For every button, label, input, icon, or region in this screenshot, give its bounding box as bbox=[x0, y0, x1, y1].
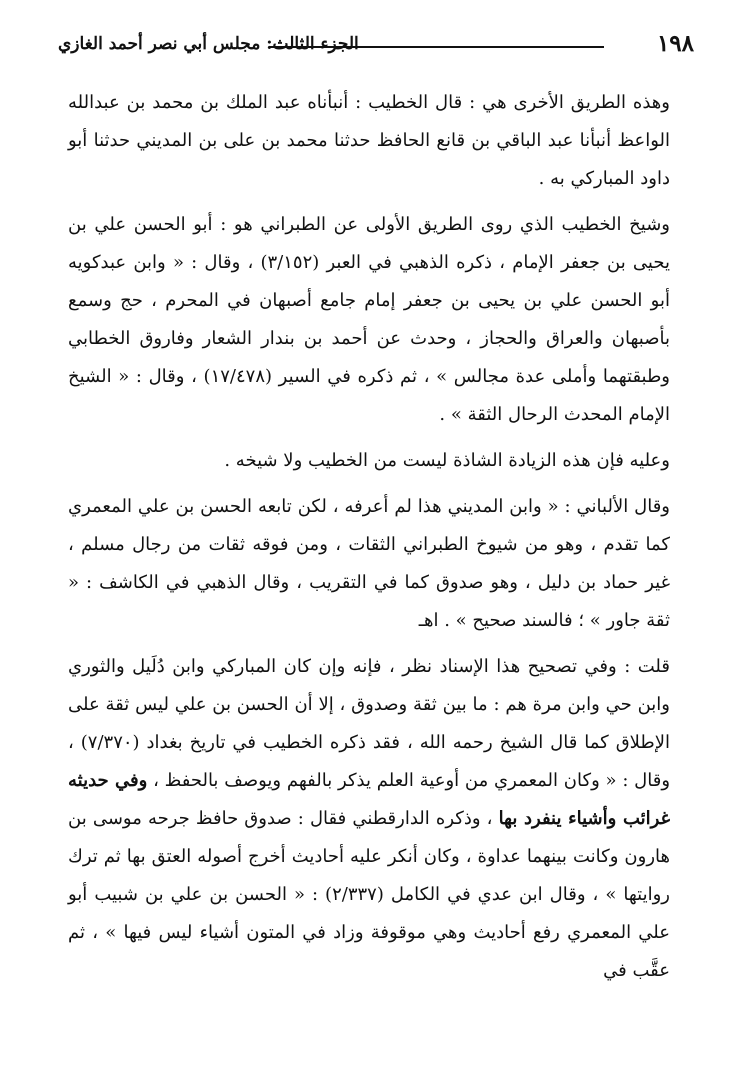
running-title: الجزء الثالث: مجلس أبي نصر أحمد الغازي bbox=[58, 34, 359, 54]
paragraph-4: وقال الألباني : « وابن المديني هذا لم أعرفه ، لكن تابعه الحسن بن علي المعمري كما تقدم ، وهو من شيوخ الطبراني الثقات ، ومن فوقه ثقات من رجال مسلم ، غير حماد بن دليل ، وهو صدوق كما في التقريب ، وقال الذهبي في الكاشف : « ثقة جاور » ؛ فالسند صحيح » . اهـ bbox=[68, 496, 670, 631]
page-header bbox=[58, 30, 694, 76]
paragraph-5-part-1: قلت : وفي تصحيح هذا الإسناد نظر ، فإنه وإن كان المباركي وابن دُلَيل والثوري وابن حي وابن مرة هم : ما بين ثقة وصدوق ، إلا أن الحسن بن علي ليس ثقة على الإطلاق كما قال الشيخ رحمه الله ، فقد ذكره الخطيب في تاريخ بغداد (٧/٣٧٠) ، وقال : « وكان المعمري من أوعية العلم يذكر بالفهم ويوصف بالحفظ ، bbox=[68, 656, 671, 791]
paragraph-1: وهذه الطريق الأخرى هي : قال الخطيب : أنبأناه عبد الملك بن محمد بن عبدالله الواعظ أنبأنا عبد الباقي بن قانع الحافظ حدثنا محمد بن على بن المديني حدثنا أبو داود المباركي به . bbox=[68, 92, 670, 189]
body-text bbox=[68, 84, 700, 990]
page-number: ١٩٨ bbox=[656, 30, 694, 57]
bold-phrase: وفي حديثه غرائب وأشياء ينفرد بها bbox=[68, 770, 670, 829]
paragraph-2: وشيخ الخطيب الذي روى الطريق الأولى عن الطبراني هو : أبو الحسن علي بن يحيى بن جعفر الإمام ، ذكره الذهبي في العبر (٣/١٥٢) ، وقال : « وابن عبدكويه أبو الحسن علي بن يحيى بن جعفر إمام جامع أصبهان في المحرم ، حج وسمع بأصبهان والعراق والحجاز ، وحدث عن أحمد بن بندار الشعار وفاروق الخطابي وطبقتهما وأملى عدة مجالس » ، ثم ذكره في السير (١٧/٤٧٨) ، وقال : « الشيخ الإمام المحدث الرحال الثقة » . bbox=[68, 214, 670, 425]
paragraph-5-part-2: ، وذكره الدارقطني فقال : صدوق حافظ جرحه موسى بن هارون وكانت بينهما عداوة ، وكان أنكر عليه أحاديث أخرج أصوله العتق بها ثم ترك روايتها » ، وقال ابن عدي في الكامل (٢/٣٣٧) : « الحسن بن علي بن شبيب أبو علي المعمري رفع أحاديث وهي موقوفة وزاد في المتون أشياء ليس فيها » ، ثم عقَّب في bbox=[68, 808, 670, 981]
paragraph-3: وعليه فإن هذه الزيادة الشاذة ليست من الخطيب ولا شيخه . bbox=[224, 450, 670, 471]
paragraph-5 bbox=[68, 648, 700, 990]
